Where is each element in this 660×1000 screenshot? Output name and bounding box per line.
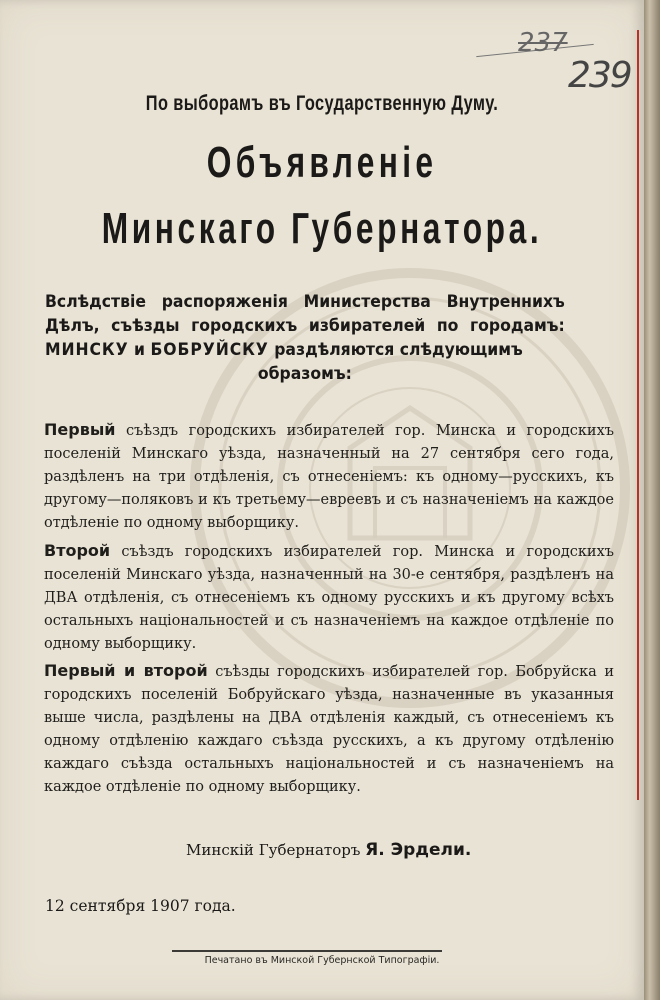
page-edge [644, 0, 660, 1000]
document-date: 12 сентября 1907 года. [45, 897, 236, 915]
intro-text-2: раздѣляются слѣдующимъ [268, 340, 523, 360]
intro-city-minsk: МИНСКУ [45, 340, 129, 360]
signature-name: Я. Эрдели. [365, 840, 472, 860]
signature-line [186, 840, 471, 860]
paragraph-text: съѣздъ городскихъ избирателей гор. Минска и городскихъ поселеній Минскаго уѣзда, назначенный на 30-е сентября, раздѣленъ на ДВА отдѣленія, съ отнесеніемъ къ одному русскихъ и къ другому всѣхъ остальныхъ національностей и съ назначеніемъ на каждое отдѣленіе по одному выборщику. [44, 544, 614, 652]
paragraph-second-congress [44, 539, 614, 656]
margin-red-line [637, 30, 639, 800]
title-line-1: Объявленіе [206, 138, 438, 187]
title-line-2: Минскаго Губернатора. [101, 204, 543, 253]
printer-imprint: Печатано въ Минской Губернской Типографіи. [204, 955, 440, 966]
intro-text-1: Вслѣдствіе распоряженія Министерства Внутреннихъ Дѣлъ, съѣзды городскихъ избирателей по городамъ: [45, 292, 565, 336]
paragraph-lead: Первый [44, 420, 116, 439]
subheading: По выборамъ въ Государственную Думу. [145, 92, 499, 115]
footer-rule [172, 950, 442, 952]
archive-new-number: 239 [568, 55, 631, 96]
intro-conjunction: и [128, 340, 151, 360]
intro-text-3: образомъ: [257, 364, 352, 384]
archive-old-number: 237 [518, 28, 568, 58]
paragraph-lead: Второй [44, 541, 111, 560]
paragraph-first-congress [44, 418, 614, 535]
paragraph-text: съѣзды городскихъ избирателей гор. Бобруйска и городскихъ поселеній Бобруйскаго уѣзда, назначенные въ указанныя выше числа, раздѣлены на ДВА отдѣленія каждый, съ отнесеніемъ къ одному отдѣленію каждаго съѣзда русскихъ, а къ другому отдѣленію каждаго съѣзда остальныхъ національностей и съ назначеніемъ на каждое отдѣленіе по одному выборщику. [44, 664, 614, 795]
intro-paragraph [45, 290, 565, 386]
paragraph-lead: Первый и второй [44, 661, 208, 680]
signature-title: Минскій Губернаторъ [186, 841, 366, 859]
paragraph-bobruisk-congresses [44, 659, 614, 799]
intro-city-bobruisk: БОБРУЙСКУ [150, 340, 269, 360]
paragraph-text: съѣздъ городскихъ избирателей гор. Минска и городскихъ поселеній Минскаго уѣзда, назначенный на 27 сентября сего года, раздѣленъ на три отдѣленія, съ отнесеніемъ: къ одному—русскихъ, къ другому—поляковъ и къ третьему—евреевъ и съ назначеніемъ на каждое отдѣленіе по одному выборщику. [44, 423, 614, 531]
